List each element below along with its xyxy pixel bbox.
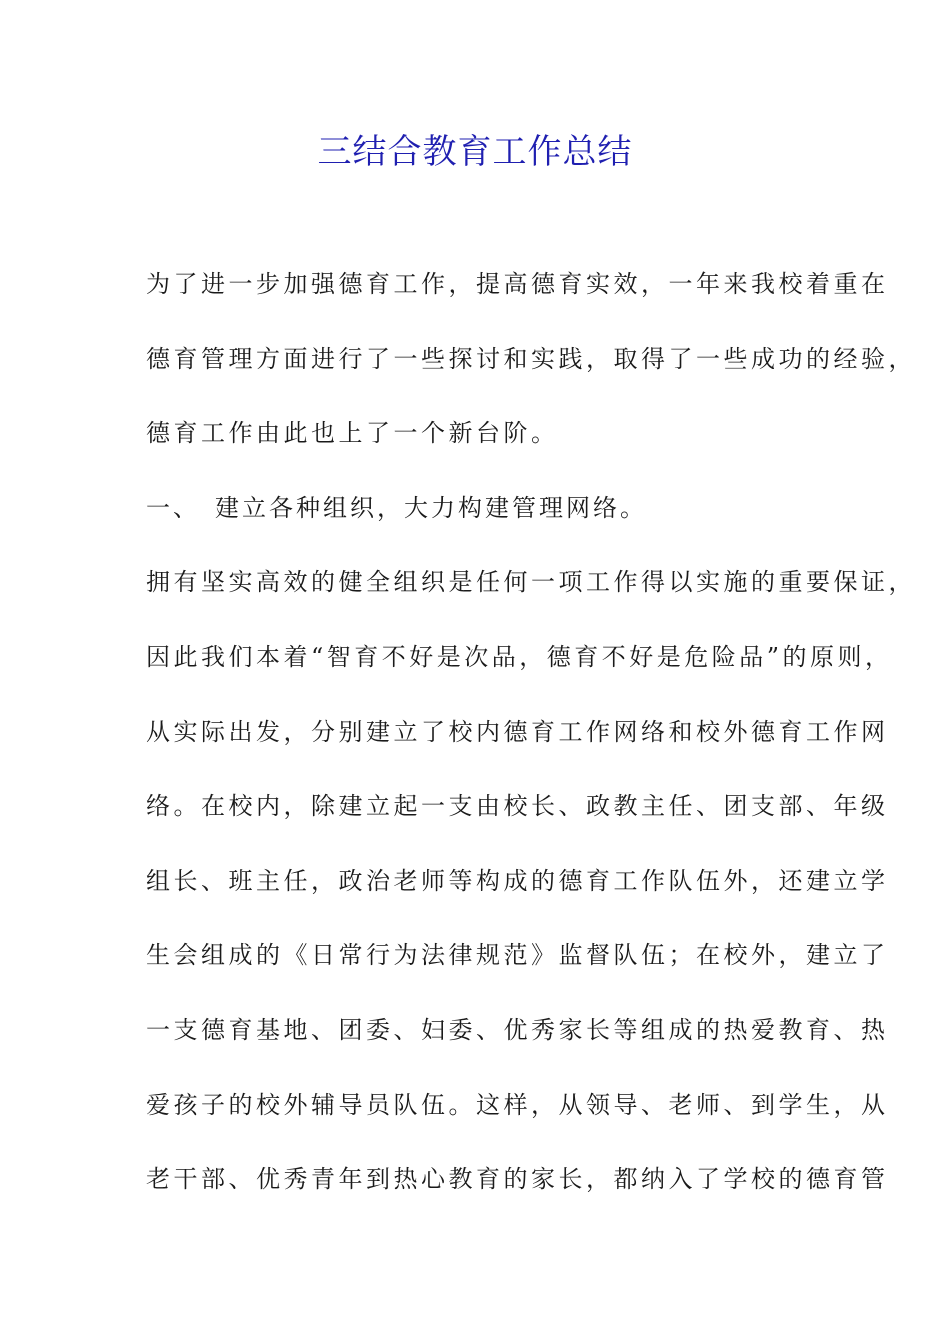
body-line: 德育管理方面进行了一些探讨和实践，取得了一些成功的经验， (146, 344, 916, 373)
body-line: 络。在校内，除建立起一支由校长、政教主任、团支部、年级 (146, 792, 889, 821)
body-line: 生会组成的《日常行为法律规范》监督队伍；在校外，建立了 (146, 941, 889, 970)
body-line: 一支德育基地、团委、妇委、优秀家长等组成的热爱教育、热 (146, 1015, 889, 1044)
body-line: 从实际出发，分别建立了校内德育工作网络和校外德育工作网 (146, 717, 889, 746)
body-line: 爱孩子的校外辅导员队伍。这样，从领导、老师、到学生，从 (146, 1090, 889, 1119)
document-body (146, 262, 916, 1232)
body-line: 老干部、优秀青年到热心教育的家长，都纳入了学校的德育管 (146, 1165, 889, 1194)
body-line: 德育工作由此也上了一个新台阶。 (146, 419, 559, 448)
body-line: 组长、班主任，政治老师等构成的德育工作队伍外，还建立学 (146, 866, 889, 895)
body-line: 为了进一步加强德育工作，提高德育实效，一年来我校着重在 (146, 270, 889, 298)
body-line: 因此我们本着“智育不好是次品，德育不好是危险品”的原则， (146, 642, 893, 671)
section-heading: 一、 建立各种组织，大力构建管理网络。 (146, 493, 647, 522)
body-line: 拥有坚实高效的健全组织是任何一项工作得以实施的重要保证， (146, 568, 916, 597)
document-title: 三结合教育工作总结 (317, 132, 633, 172)
